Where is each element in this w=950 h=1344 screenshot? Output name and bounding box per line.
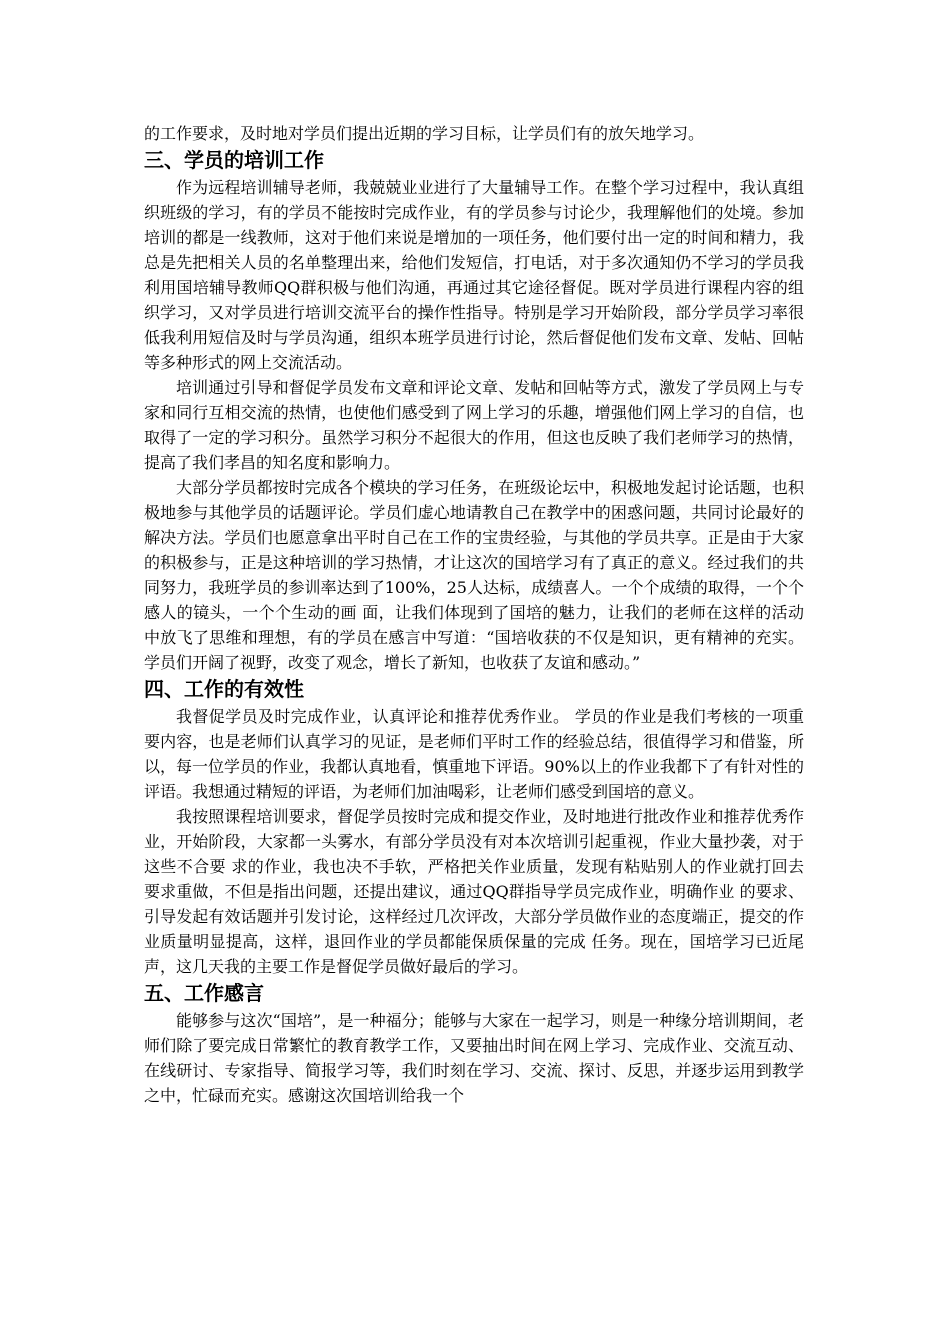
- document-page: [144, 121, 804, 1108]
- section-5-paragraph-1: 能够参与这次“国培”，是一种福分；能够与大家在一起学习，则是一种缘分培训期间，老师们除了要完成日常繁忙的教育教学工作，又要抽出时间在网上学习、完成作业、交流互动、在线研讨、专家指导、简报学习等，我们时刻在学习、交流、探讨、反思，并逐步运用到教学之中，忙碌而充实。感谢这次国培训给我一个: [144, 1011, 804, 1105]
- section-4-paragraph-2: 我按照课程培训要求，督促学员按时完成和提交作业，及时地进行批改作业和推荐优秀作业，开始阶段，大家都一头雾水，有部分学员没有对本次培训引起重视，作业大量抄袭，对于这些不合要 求的作业，我也决不手软，严格把关作业质量，发现有粘贴别人的作业就打回去要求重做，不但是指出问题，还提出建议，通过QQ群指导学员完成作业，明确作业 的要求、引导发起有效话题并引发讨论，这样经过几次评改，大部分学员做作业的态度端正，提交的作业质量明显提高，这样，退回作业的学员都能保质保量的完成 任务。现在，国培学习已近尾声，这几天我的主要工作是督促学员做好最后的学习。: [144, 807, 804, 976]
- section-heading-3: 三、学员的培训工作: [144, 148, 324, 172]
- section-3-paragraph-2: 培训通过引导和督促学员发布文章和评论文章、发帖和回帖等方式，激发了学员网上与专家和同行互相交流的热情，也使他们感受到了网上学习的乐趣，增强他们网上学习的自信，也取得了一定的学习积分。虽然学习积分不起很大的作用，但这也反映了我们老师学习的热情，提高了我们孝昌的知名度和影响力。: [144, 378, 804, 472]
- section-heading-4: 四、工作的有效性: [144, 677, 304, 701]
- section-3-paragraph-1: 作为远程培训辅导老师，我兢兢业业进行了大量辅导工作。在整个学习过程中，我认真组织班级的学习，有的学员不能按时完成作业，有的学员参与讨论少，我理解他们的处境。参加培训的都是一线教师，这对于他们来说是增加的一项任务，他们要付出一定的时间和精力，我总是先把相关人员的名单整理出来，给他们发短信，打电话，对于多次通知仍不学习的学员我利用国培辅导教师QQ群积极与他们沟通，再通过其它途径督促。既对学员进行课程内容的组织学习，又对学员进行培训交流平台的操作性指导。特别是学习开始阶段，部分学员学习率很低我利用短信及时与学员沟通，组织本班学员进行讨论，然后督促他们发布文章、发帖、回帖等多种形式的网上交流活动。: [144, 178, 804, 372]
- section-3-paragraph-3: 大部分学员都按时完成各个模块的学习任务，在班级论坛中，积极地发起讨论话题，也积极地参与其他学员的话题评论。学员们虚心地请教自己在教学中的困惑问题，共同讨论最好的解决方法。学员们也愿意拿出平时自己在工作的宝贵经验，与其他的学员共享。正是由于大家的积极参与，正是这种培训的学习热情，才让这次的国培学习有了真正的意义。经过我们的共同努力，我班学员的参训率达到了100%，25人达标，成绩喜人。一个个成绩的取得，一个个感人的镜头，一个个生动的画 面，让我们体现到了国培的魅力，让我们的老师在这样的活动中放飞了思维和理想，有的学员在感言中写道：“国培收获的不仅是知识，更有精神的充实。学员们开阔了视野，改变了观念，增长了新知，也收获了友谊和感动。”: [144, 478, 804, 672]
- section-heading-5: 五、工作感言: [144, 981, 264, 1005]
- opening-line: 的工作要求，及时地对学员们提出近期的学习目标，让学员们有的放矢地学习。: [144, 124, 705, 143]
- section-4-paragraph-1: 我督促学员及时完成作业，认真评论和推荐优秀作业。 学员的作业是我们考核的一项重要内容，也是老师们认真学习的见证，是老师们平时工作的经验总结，很值得学习和借鉴，所以，每一位学员的作业，我都认真地看，慎重地下评语。90%以上的作业我都下了有针对性的评语。我想通过精短的评语，为老师们加油喝彩，让老师们感受到国培的意义。: [144, 707, 804, 801]
